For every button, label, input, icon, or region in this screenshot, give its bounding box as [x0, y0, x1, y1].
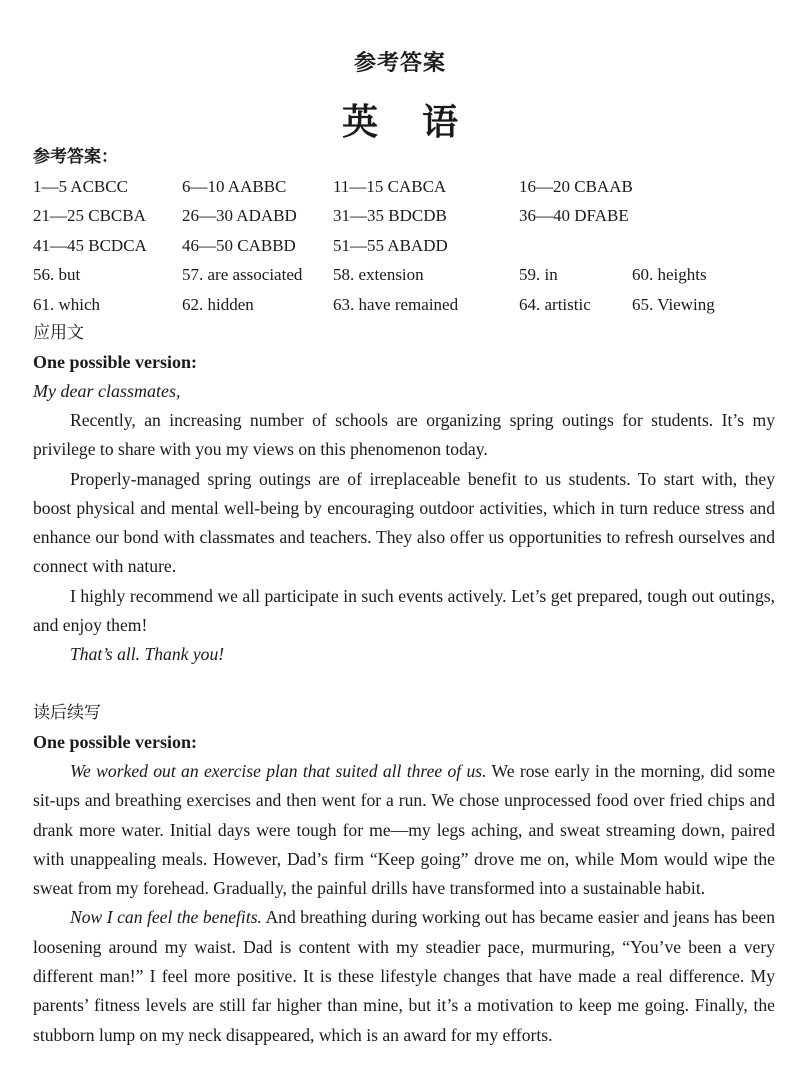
writing-salutation: My dear classmates, [33, 381, 181, 401]
subject-char-2: 语 [422, 102, 459, 143]
answer-cell: 64. artistic [519, 294, 591, 314]
answer-cell: 31—35 BDCDB [333, 206, 447, 226]
document-title: 参考答案 [353, 51, 446, 76]
answer-grid [33, 172, 773, 319]
answer-cell: 62. hidden [182, 294, 254, 314]
writing-paragraph: Properly-managed spring outings are of irreplaceable benefit to us students. To start with, they boost physical and mental well-being by encouraging outdoor activities, which in turn reduce stress and enhance our bond with classmates and teachers. They also offer us opportunities to refresh ourselves and connect with nature. [33, 468, 775, 577]
writing-body [33, 406, 775, 670]
answer-cell: 6—10 AABBC [182, 177, 287, 196]
answer-cell: 26—30 ADABD [182, 206, 297, 226]
paragraph-text: We rose early in the morning, did some sit-ups and breathing exercises and then went for a run. We chose unprocessed food over fried chips and drank more water. Initial days were tough for me—my legs aching, and sweat streaming down, paired with unappealing meals. However, Dad’s firm “Keep going” drove me on, while Mom would wipe the sweat from my forehead. Gradually, the painful drills have transformed into a sustainable habit. [33, 761, 776, 899]
answer-row [33, 201, 773, 230]
answer-cell: 16—20 CBAAB [519, 177, 633, 196]
writing-closing: That’s all. Thank you! [70, 644, 225, 665]
continuation-body [33, 757, 775, 1050]
paragraph-lead-sentence: Now I can feel the benefits. [70, 907, 262, 928]
writing-paragraph: I highly recommend we all participate in such events actively. Let’s get prepared, tough out outings, and enjoy them! [33, 585, 775, 636]
continuation-paragraph [33, 903, 775, 1049]
continuation-section-label: 读后续写 [33, 703, 101, 723]
answer-cell: 1—5 ACBCC [33, 177, 128, 196]
writing-paragraph: Recently, an increasing number of schools are organizing spring outings for students. It’s my privilege to share with you my views on this phenomenon today. [33, 410, 775, 460]
writing-section-label: 应用文 [33, 323, 84, 343]
answer-row [33, 260, 773, 289]
answer-cell: 65. Viewing [632, 294, 715, 314]
answer-cell: 56. but [33, 265, 81, 285]
answer-row [33, 290, 773, 319]
answer-cell: 60. heights [632, 265, 707, 285]
answer-cell: 58. extension [333, 265, 424, 285]
answer-cell: 41—45 BCDCA [33, 235, 147, 255]
answer-cell: 36—40 DFABE [519, 206, 629, 226]
subject-title [0, 94, 800, 145]
paragraph-lead-sentence: We worked out an exercise plan that suited all three of us. [70, 761, 487, 781]
answer-cell: 21—25 CBCBA [33, 206, 146, 226]
answer-cell: 46—50 CABBD [182, 235, 296, 255]
answer-cell: 51—55 ABADD [333, 235, 448, 255]
answer-cell: 61. which [33, 294, 101, 314]
answer-cell: 11—15 CABCA [333, 177, 447, 196]
continuation-version-label: One possible version: [33, 732, 198, 752]
subject-char-1: 英 [341, 102, 378, 143]
answer-row [33, 231, 773, 260]
writing-version-label: One possible version: [33, 352, 198, 372]
answer-cell: 63. have remained [333, 294, 459, 314]
answer-cell: 59. in [519, 265, 558, 285]
paragraph-text: And breathing during working out has became easier and jeans has been loosening around my waist. Dad is content with my steadier pace, murmuring, “You’ve been a very different man!” I feel more positive. It is these lifestyle changes that have made a real difference. My parents’ fitness levels are still far higher than mine, but it’s a motivation to keep me going. Finally, the stubborn lump on my neck disappeared, which is an award for my efforts. [33, 907, 776, 1045]
answer-cell: 57. are associated [182, 265, 303, 285]
answers-label: 参考答案： [33, 147, 118, 167]
answer-row [33, 172, 773, 201]
continuation-paragraph [33, 757, 775, 903]
